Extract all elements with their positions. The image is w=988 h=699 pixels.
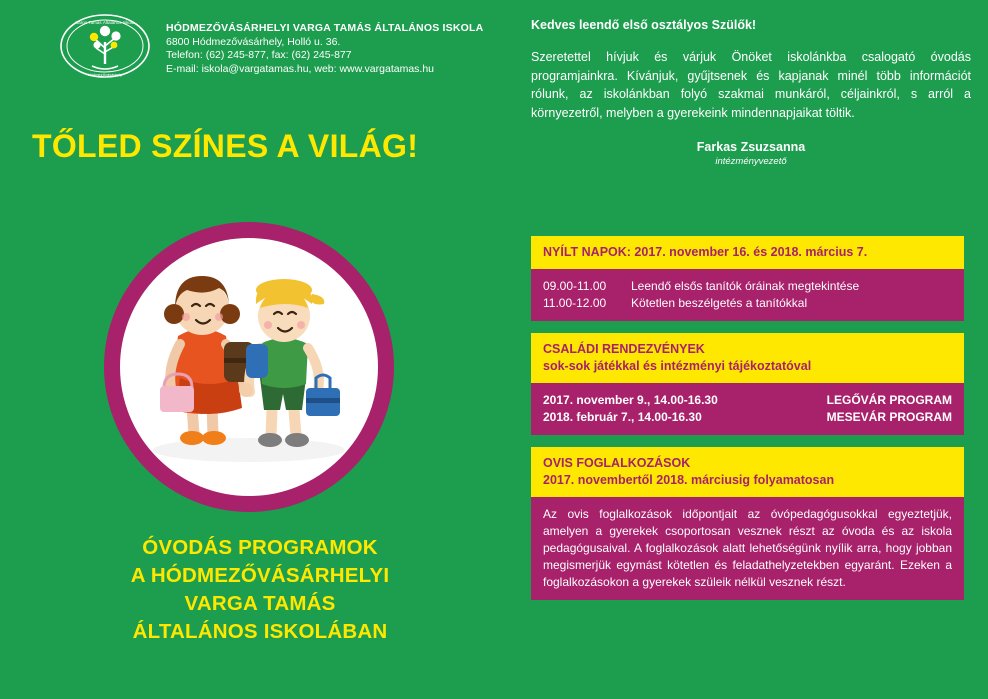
family-events-subtitle: sok-sok játékkal és intézményi tájékoztatóval (543, 359, 812, 373)
open-days-block (531, 236, 964, 321)
school-contact-info (166, 22, 506, 76)
kindergarten-title: OVIS FOGLALKOZÁSOK (543, 456, 691, 470)
family-events-rows (531, 383, 964, 435)
program-blocks (531, 236, 964, 612)
family-event-program-2: MESEVÁR PROGRAM (826, 410, 952, 424)
poster-caption (20, 534, 500, 646)
page-title: TŐLED SZÍNES A VILÁG! (32, 128, 419, 164)
school-phone: Telefon: (62) 245-877, fax: (62) 245-877 (166, 49, 352, 61)
school-tree-logo (50, 12, 160, 84)
signature-role: intézményvezető (715, 156, 787, 167)
open-days-rows (531, 269, 964, 321)
caption-line-3: VARGA TAMÁS (184, 592, 336, 615)
letter-signature (531, 140, 971, 167)
open-days-text-1: Leendő elsős tanítók óráinak megtekintése (631, 279, 860, 293)
table-row (543, 278, 952, 295)
family-event-date-2: 2018. február 7., 14.00-16.30 (543, 410, 702, 424)
svg-text:Hódmezővásárhely: Hódmezővásárhely (87, 72, 123, 77)
school-address: 6800 Hódmezővásárhely, Holló u. 36. (166, 35, 341, 48)
school-email: E-mail: iskola@vargatamas.hu, web: www.vargatamas.hu (166, 62, 435, 75)
signature-name: Farkas Zsuzsanna (696, 140, 806, 154)
open-days-text-2: Kötetlen beszélgetés a tanítókkal (631, 296, 808, 310)
invitation-letter (531, 18, 971, 167)
family-event-date-1: 2017. november 9., 14.00-16.30 (543, 393, 718, 407)
caption-line-1: ÓVODÁS PROGRAMOK (142, 536, 378, 559)
school-name: HÓDMEZŐVÁSÁRHELYI VARGA TAMÁS ÁLTALÁNOS ISKOLA (166, 22, 484, 34)
kindergarten-header (531, 447, 964, 497)
open-days-title: NYÍLT NAPOK: 2017. november 16. és 2018. március 7. (531, 236, 964, 269)
letter-greeting: Kedves leendő első osztályos Szülők! (531, 18, 757, 32)
table-row (543, 295, 952, 312)
table-row (543, 409, 952, 426)
family-events-title: CSALÁDI RENDEZVÉNYEK (543, 342, 705, 356)
svg-text:Varga Tamás Általános Iskola: Varga Tamás Általános Iskola (75, 20, 135, 25)
letter-body: Szeretettel hívjuk és várjuk Önöket iskolánkba csalogató óvodás programjainkra. Kívánjuk, gyűjtsenek és kapjanak minél több információt rólunk, az iskolánkban folyó szakmai munkáról, céljainkról, s arról a környezetről, melyben a gyerekeink mindennapjaikat töltik. (531, 50, 971, 120)
header (0, 0, 520, 90)
two-children-walking-illustration (104, 222, 394, 512)
table-row (543, 392, 952, 409)
kindergarten-text: Az ovis foglalkozások időpontjait az óvópedagógusokkal egyeztetjük, amelyen a gyerekek csoportosan vesznek részt az óvoda és az iskola pedagógusaival. A foglalkozások alatt lehetőségünk nyílik arra, hogy jobban megismerjük egymást kötetlen és feladathelyzetekben egyaránt. Ezeken a foglalkozásokon a gyerekek szüleik nélkül vesznek részt. (531, 497, 964, 600)
kindergarten-subtitle: 2017. novembertől 2018. márciusig folyamatosan (543, 473, 835, 487)
caption-line-2: A HÓDMEZŐVÁSÁRHELYI (130, 564, 390, 587)
family-events-block (531, 333, 964, 435)
family-events-header (531, 333, 964, 383)
open-days-time-1: 09.00-11.00 (543, 279, 607, 293)
caption-line-4: ÁLTALÁNOS ISKOLÁBAN (132, 620, 388, 643)
family-event-program-1: LEGŐVÁR PROGRAM (826, 393, 952, 407)
kindergarten-sessions-block (531, 447, 964, 600)
open-days-time-2: 11.00-12.00 (543, 296, 607, 310)
